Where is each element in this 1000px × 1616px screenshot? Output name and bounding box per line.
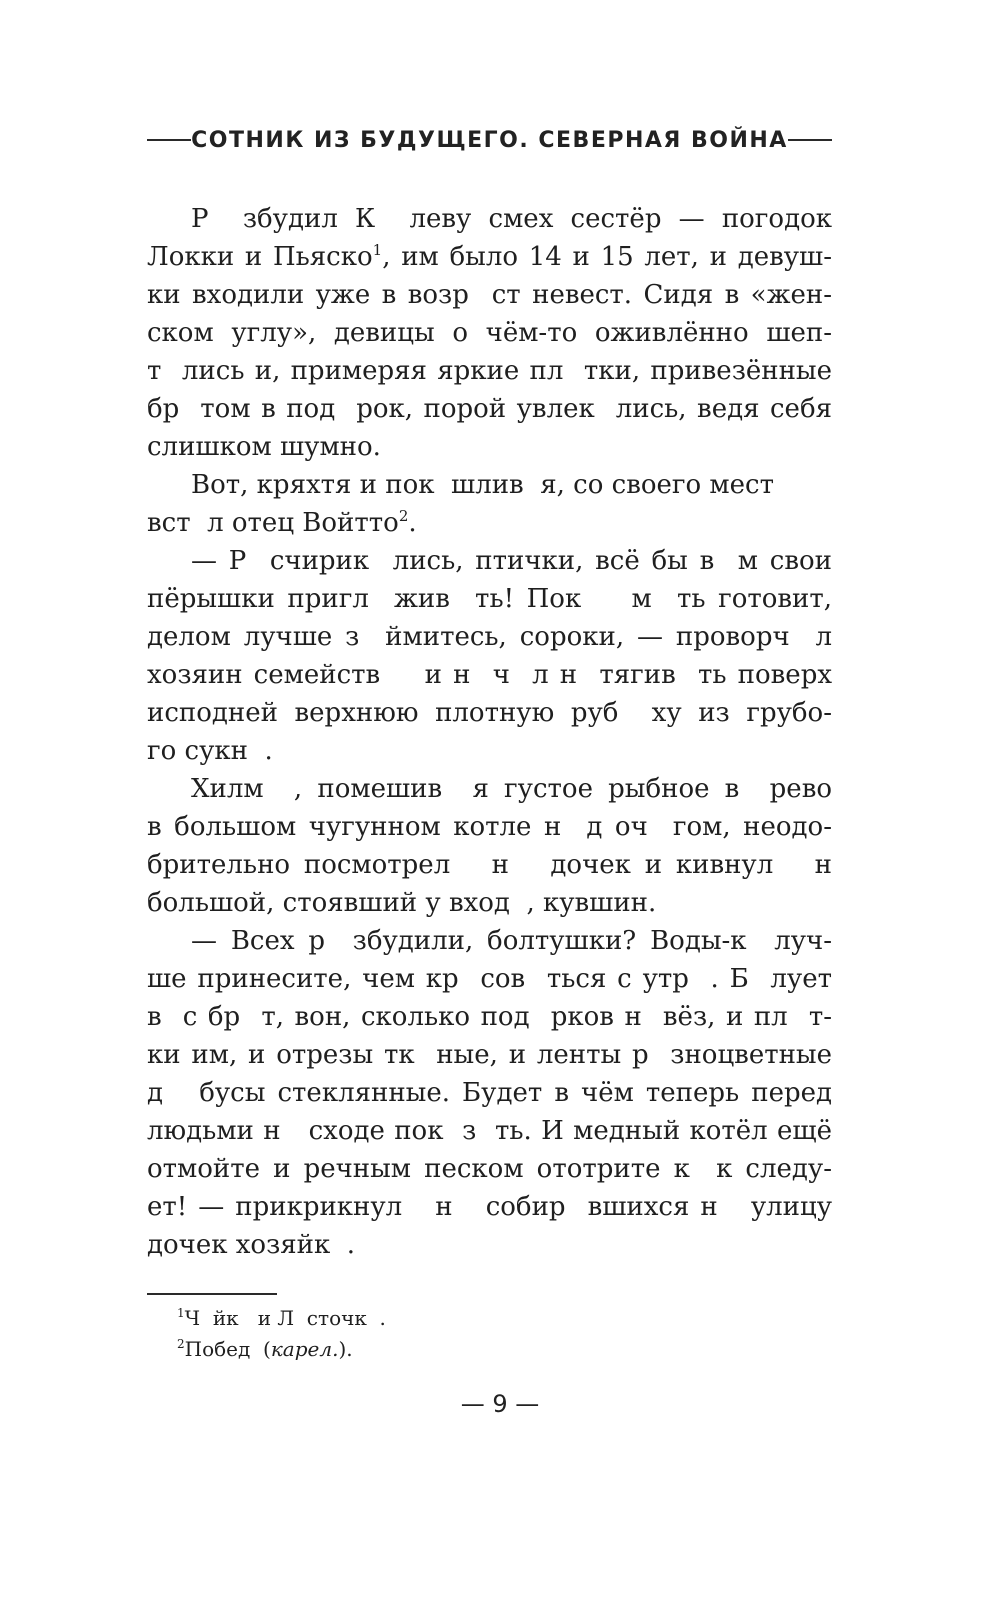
text-line: ше принесите, чем кр сов ться с утр . Б лует	[147, 964, 832, 994]
footnote-language-note: карел.	[270, 1337, 339, 1361]
footnote-text: Побед (	[184, 1337, 271, 1361]
running-head-right-rule	[788, 139, 832, 141]
text-line: Р збудил К леву смех сестёр — погодок	[191, 204, 832, 234]
text-line: большой, стоявший у вход , кувшин.	[147, 888, 657, 918]
footnote-mark: 2	[177, 1337, 185, 1351]
footnote-separator	[147, 1293, 277, 1295]
text-line: — Р счирик лись, птички, всё бы в м свои	[191, 546, 832, 576]
page-number: — 9 —	[460, 1390, 540, 1418]
text-line: ки входили уже в возр ст невест. Сидя в «жен-	[147, 280, 832, 310]
text-line: ском углу», девицы о чём-то оживлённо шеп-	[147, 318, 832, 348]
text-line: — Всех р збудили, болтушки? Воды-к луч-	[191, 926, 832, 956]
text-line: Локки и Пьяско$^1$, им было 14 и 15 лет, и девуш-	[147, 241, 832, 272]
text-line: исподней верхнюю плотную руб ху из грубо-	[147, 698, 832, 728]
text-line: Хилм , помешив я густое рыбное в рево	[191, 774, 832, 804]
text-line: вст л отец Войтто$^2$.	[147, 507, 417, 538]
footnote-ref-1: 1	[372, 241, 383, 259]
text-line: ет! — прикрикнул н собир вшихся н улицу	[147, 1192, 832, 1222]
running-head-left-rule	[147, 139, 191, 141]
text-line: брительно посмотрел н дочек и кивнул н	[147, 850, 832, 880]
text-line: т лись и, примеряя яркие пл тки, привезённые	[147, 356, 832, 386]
footnote-ref-2: 2	[398, 507, 409, 525]
book-title: СОТНИК ИЗ БУДУЩЕГО. СЕВЕРНАЯ ВОЙНА	[191, 127, 788, 153]
text-line: хозяин семейств и н ч л н тягив ть поверх	[147, 660, 832, 690]
text-line: д бусы стеклянные. Будет в чём теперь перед	[147, 1078, 832, 1108]
footnote-1	[177, 1303, 677, 1334]
text-line: в с бр т, вон, сколько под рков н вёз, и пл т-	[147, 1002, 832, 1032]
running-head	[147, 120, 832, 160]
footnote-mark: 1	[177, 1306, 185, 1320]
footnotes	[177, 1303, 677, 1365]
text-line: пёрышки пригл жив ть! Пок м ть готовит,	[147, 584, 832, 614]
text-line: людьми н сходе пок з ть. И медный котёл ещё	[147, 1116, 832, 1146]
text-line: го сукн .	[147, 736, 273, 766]
text-line: Вот, кряхтя и пок шлив я, со своего мест	[191, 470, 774, 500]
text-line: слишком шумно.	[147, 432, 381, 462]
text-line: в большом чугунном котле н д оч гом, неодо-	[147, 812, 832, 842]
text-line: отмойте и речным песком ототрите к к следу-	[147, 1154, 832, 1184]
text-line: бр том в под рок, порой увлек лись, ведя себя	[147, 394, 832, 424]
text-line: дочек хозяйк .	[147, 1230, 356, 1260]
text-line: делом лучше з ймитесь, сороки, — проворч л	[147, 622, 832, 652]
body-text	[147, 200, 832, 1264]
footnote-2: $^2$Побед (карел.).	[177, 1337, 353, 1361]
footnote-text: Ч йк и Л сточк .	[184, 1306, 386, 1330]
text-line: ки им, и отрезы тк ные, и ленты р зноцветные	[147, 1040, 832, 1070]
